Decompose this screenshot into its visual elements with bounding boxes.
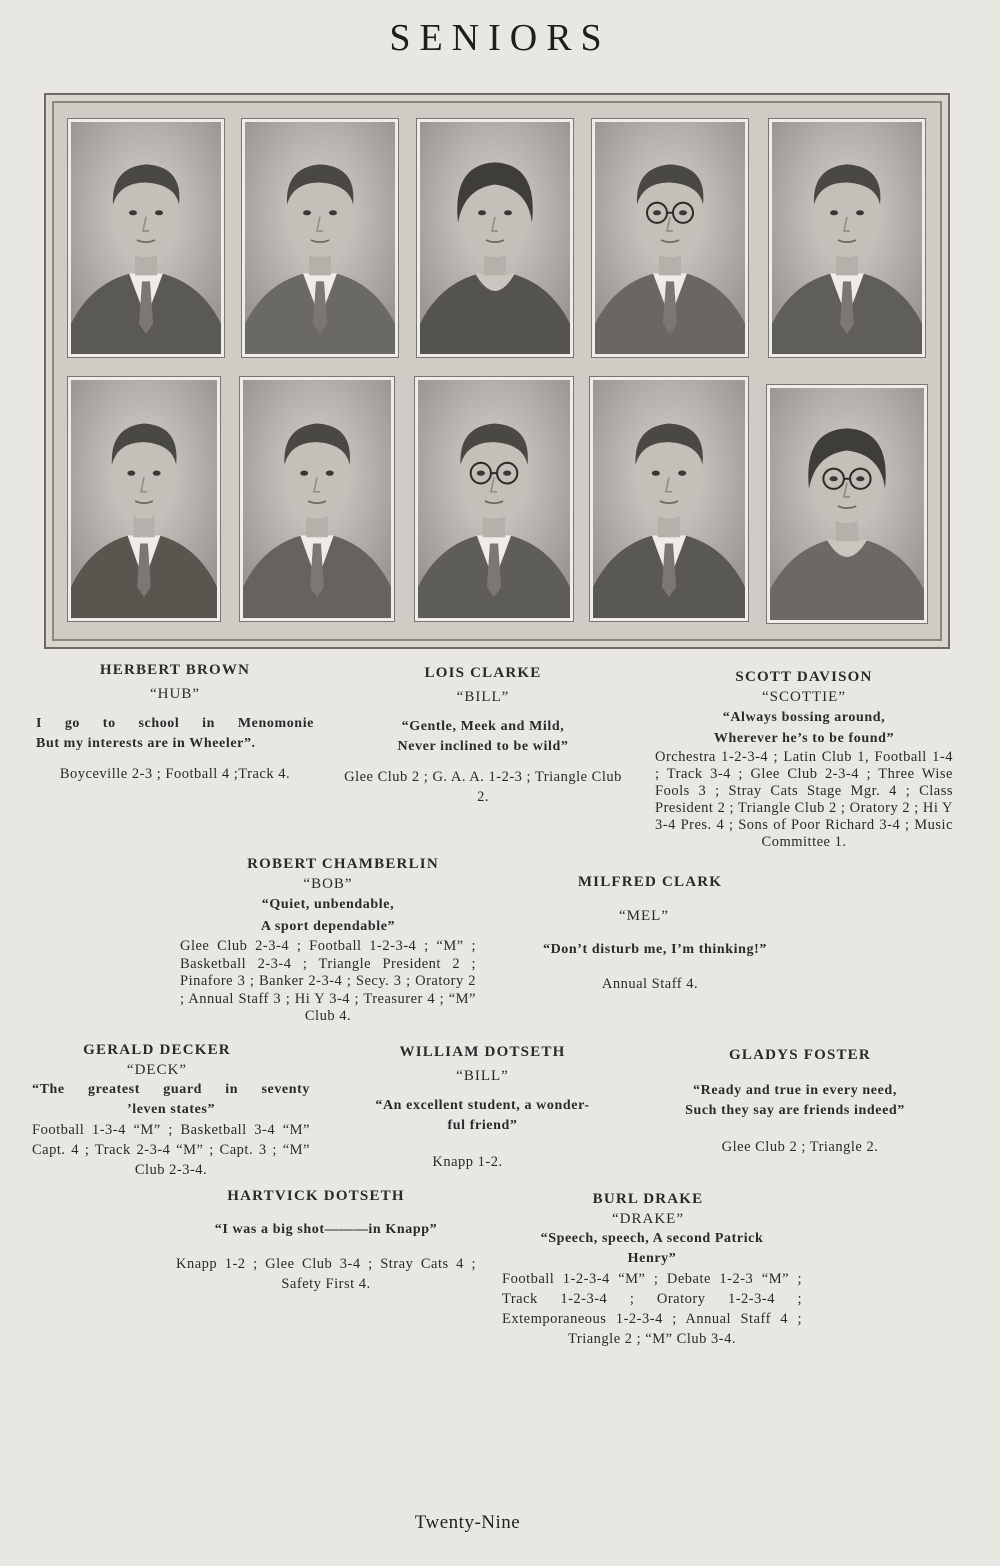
portrait-image xyxy=(772,122,922,354)
senior-activities: Knapp 1-2. xyxy=(432,1154,503,1170)
portrait-photo xyxy=(68,377,220,621)
portrait-image xyxy=(593,380,745,618)
senior-nickname: “BOB” xyxy=(303,876,353,892)
senior-name: WILLIAM DOTSETH xyxy=(399,1044,566,1060)
senior-quote-line: “Don’t disturb me, I’m thinking!” xyxy=(543,942,767,957)
senior-quote-line: “Ready and true in every need, xyxy=(693,1083,897,1098)
senior-entry-lois-clarke xyxy=(342,663,624,807)
portrait-image xyxy=(245,122,395,354)
senior-nickname: “BILL” xyxy=(456,689,510,705)
senior-nickname: “MEL” xyxy=(619,908,669,924)
senior-quote-line: “Always bossing around, xyxy=(722,710,886,725)
senior-entry-robert-chamberlin xyxy=(180,854,476,1026)
portrait-photo xyxy=(590,377,748,621)
senior-quote-line: A sport dependable” xyxy=(260,919,396,934)
senior-quote-line: “Quiet, unbendable, xyxy=(261,897,395,912)
senior-activities: Annual Staff 4. xyxy=(601,976,699,992)
senior-quote-line: I go to school in Menomonie xyxy=(36,716,314,731)
senior-entry-milfred-clark xyxy=(505,872,805,994)
senior-quote-line: “Speech, speech, A second Patrick xyxy=(540,1231,764,1246)
senior-activities: Football 1-2-3-4 “M” ; Debate 1-2-3 “M” ; Track 1-2-3-4 ; Oratory 1-2-3-4 ; Extemporaneous 1-2-3-4 ; Annual Staff 4 ; Triangle 2 ; “M” Club 3-4. xyxy=(502,1271,802,1347)
senior-nickname: “BILL” xyxy=(456,1068,509,1084)
senior-entry-william-dotseth xyxy=(340,1042,625,1172)
senior-activities: Glee Club 2 ; Triangle 2. xyxy=(721,1139,879,1155)
senior-quote-line: Such they say are friends indeed” xyxy=(685,1103,905,1118)
senior-entry-burl-drake xyxy=(502,1189,802,1349)
senior-name: MILFRED CLARK xyxy=(577,874,723,890)
senior-entry-gladys-foster xyxy=(650,1045,940,1157)
senior-entry-gerald-decker xyxy=(32,1040,310,1180)
senior-quote-line: Henry” xyxy=(627,1251,677,1266)
senior-activities: Glee Club 2-3-4 ; Football 1-2-3-4 ; “M” ; Basketball 2-3-4 ; Triangle President 2 ; Pinafore 3 ; Banker 2-3-4 ; Secy. 3 ; Oratory 2 ; Annual Staff 3 ; Hi Y 3-4 ; Treasurer 4 ; “M” Club 4. xyxy=(180,938,476,1024)
portrait-photo xyxy=(769,119,925,357)
page-title: SENIORS xyxy=(389,17,611,59)
portrait-photo xyxy=(592,119,748,357)
senior-activities: Orchestra 1-2-3-4 ; Latin Club 1, Football 1-4 ; Track 3-4 ; Glee Club 2-3-4 ; Three Wise Fools 3 ; Stray Cats Stage Mgr. 4 ; Class President 2 ; Triangle Club 2 ; Oratory 2 ; Hi Y 3-4 Pres. 4 ; Sons of Poor Richard 3-4 ; Music Committee 1. xyxy=(655,749,953,850)
portrait-image xyxy=(595,122,745,354)
portrait-photo xyxy=(68,119,224,357)
portrait-photo xyxy=(417,119,573,357)
senior-nickname: “SCOTTIE” xyxy=(762,689,846,705)
senior-name: SCOTT DAVISON xyxy=(735,669,873,685)
senior-quote-line: “The greatest guard in seventy xyxy=(32,1082,310,1097)
senior-name: GLADYS FOSTER xyxy=(729,1047,871,1063)
portrait-image xyxy=(418,380,570,618)
senior-activities: Glee Club 2 ; G. A. A. 1-2-3 ; Triangle Club 2. xyxy=(344,769,622,805)
portrait-photo xyxy=(242,119,398,357)
senior-name: LOIS CLARKE xyxy=(424,665,542,681)
senior-quote-line: “I was a big shot———in Knapp” xyxy=(214,1222,438,1237)
senior-entry-herbert-brown xyxy=(36,660,314,784)
portrait-image xyxy=(420,122,570,354)
senior-nickname: “DRAKE” xyxy=(612,1211,684,1227)
senior-quote-line: ful friend” xyxy=(447,1118,518,1133)
senior-quote-line: Wherever he’s to be found” xyxy=(713,731,895,746)
portrait-image xyxy=(71,380,217,618)
senior-quote-line: “Gentle, Meek and Mild, xyxy=(401,719,565,734)
portrait-image xyxy=(243,380,391,618)
photo-panel xyxy=(44,93,950,649)
portrait-photo xyxy=(767,385,927,623)
senior-entry-hartvick-dotseth xyxy=(176,1186,476,1294)
senior-activities: Knapp 1-2 ; Glee Club 3-4 ; Stray Cats 4 ; Safety First 4. xyxy=(176,1256,476,1292)
senior-activities: Boyceville 2-3 ; Football 4 ;Track 4. xyxy=(59,766,291,782)
senior-quote-line: “An excellent student, a wonder- xyxy=(375,1098,590,1113)
senior-nickname: “DECK” xyxy=(126,1062,188,1078)
portrait-image xyxy=(71,122,221,354)
senior-quote-line: Never inclined to be wild” xyxy=(397,739,569,754)
page-number: Twenty-Nine xyxy=(414,1512,521,1533)
senior-activities: Football 1-3-4 “M” ; Basketball 3-4 “M” Capt. 4 ; Track 2-3-4 “M” ; Capt. 3 ; “M” Club 2-3-4. xyxy=(32,1122,310,1178)
senior-name: HERBERT BROWN xyxy=(99,662,251,678)
senior-nickname: “HUB” xyxy=(150,686,200,702)
senior-name: ROBERT CHAMBERLIN xyxy=(247,856,439,872)
portrait-image xyxy=(770,388,924,620)
portrait-photo xyxy=(415,377,573,621)
senior-name: HARTVICK DOTSETH xyxy=(227,1188,405,1204)
senior-quote-line: ’leven states” xyxy=(126,1102,216,1117)
senior-entry-scott-davison xyxy=(655,667,953,851)
senior-quote-line: But my interests are in Wheeler”. xyxy=(36,736,256,751)
portrait-photo xyxy=(240,377,394,621)
senior-name: BURL DRAKE xyxy=(592,1191,704,1207)
senior-name: GERALD DECKER xyxy=(83,1042,231,1058)
